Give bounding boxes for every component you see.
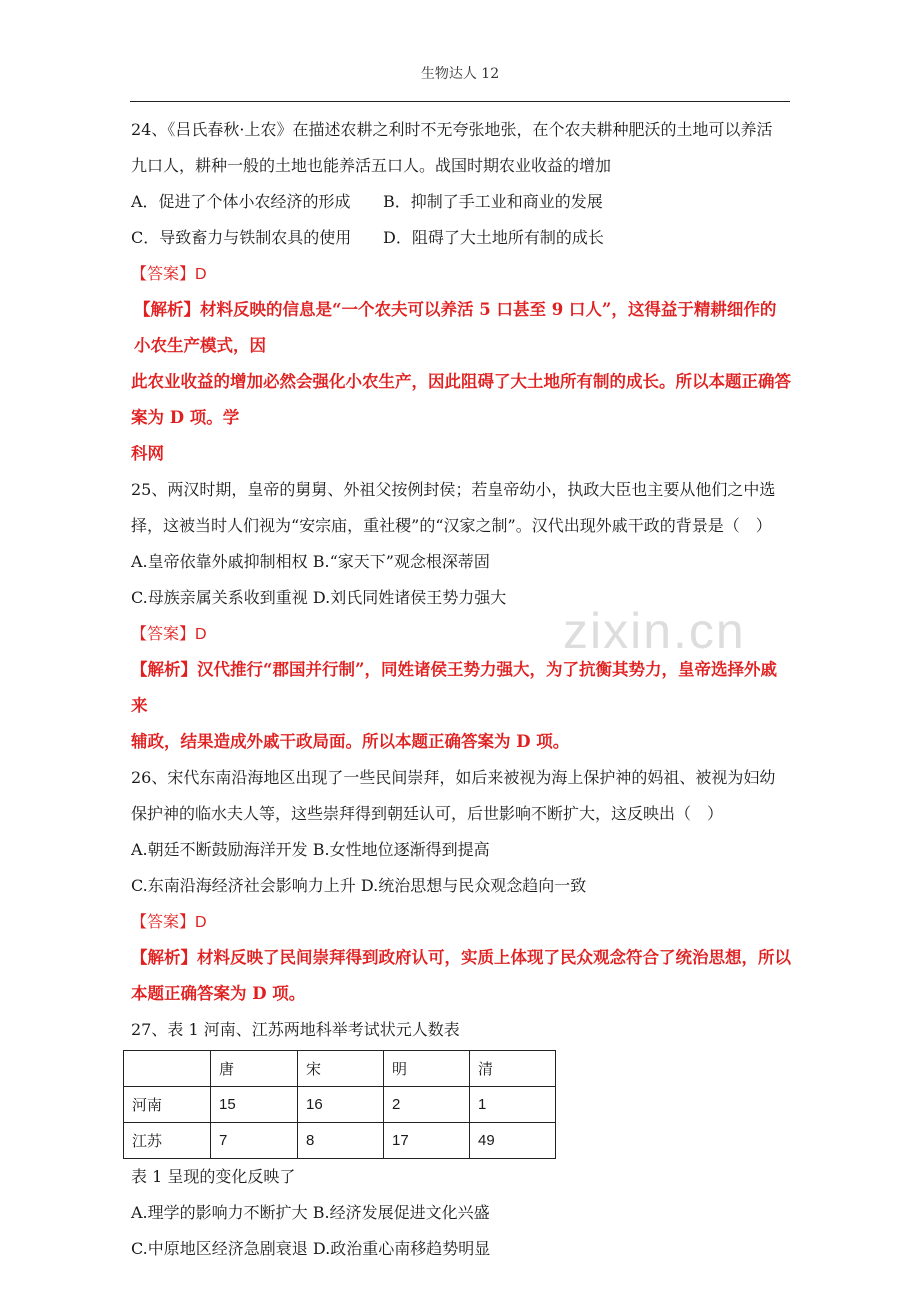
q25-analysis-line-2: 辅政，结果造成外戚干政局面。所以本题正确答案为 D 项。 bbox=[131, 732, 570, 751]
q24-options-row-2 bbox=[131, 220, 791, 256]
q24-answer bbox=[131, 256, 791, 292]
q24-analysis-line-1: 【解析】材料反映的信息是“一个农夫可以养活 5 口甚至 9 口人”，这得益于精耕细作的小农生产模式，因 bbox=[134, 300, 777, 355]
q27-options-row-1: A.理学的影响力不断扩大 B.经济发展促进文化兴盛 bbox=[131, 1203, 490, 1222]
q24-options-row-1 bbox=[131, 184, 791, 220]
q27-caption: 27、表 1 河南、江苏两地科举考试状元人数表 bbox=[131, 1020, 460, 1039]
page-header: 生物达人 12 bbox=[420, 66, 500, 82]
q24-stem-line-1: 24、《吕氏春秋·上农》在描述农耕之利时不无夸张地张，在个农夫耕种肥沃的土地可以养活 bbox=[131, 120, 773, 139]
q27-stem: 表 1 呈现的变化反映了 bbox=[131, 1167, 296, 1186]
q26-analysis-line-1: 【解析】材料反映了民间崇拜得到政府认可，实质上体现了民众观念符合了统治思想，所以 bbox=[131, 948, 791, 967]
table-cell: 16 bbox=[298, 1087, 384, 1123]
table-cell: 15 bbox=[211, 1087, 298, 1123]
q24-option-c: C．导致畜力与铁制农具的使用 bbox=[131, 228, 352, 247]
answer-value: D bbox=[195, 626, 207, 643]
q25-options-row-2: C.母族亲属关系收到重视 D.刘氏同姓诸侯王势力强大 bbox=[131, 588, 507, 607]
q24-analysis-line-2: 此农业收益的增加必然会强化小农生产，因此阻碍了大土地所有制的成长。所以本题正确答案为 D 项。学 bbox=[131, 372, 791, 427]
q25-answer bbox=[131, 616, 791, 652]
table-row bbox=[124, 1087, 556, 1123]
table-header-cell bbox=[124, 1051, 211, 1087]
table-row-label: 江苏 bbox=[124, 1123, 211, 1159]
table-cell: 17 bbox=[384, 1123, 470, 1159]
table-cell: 7 bbox=[211, 1123, 298, 1159]
answer-value: D bbox=[195, 914, 207, 931]
q25-stem-line-2: 择，这被当时人们视为“安宗庙，重社稷”的“汉家之制”。汉代出现外戚干政的背景是（ ） bbox=[131, 516, 772, 535]
q26-analysis-line-2: 本题正确答案为 D 项。 bbox=[131, 984, 306, 1003]
q26-stem-line-2: 保护神的临水夫人等，这些崇拜得到朝廷认可，后世影响不断扩大，这反映出（ ） bbox=[131, 804, 724, 823]
q25-analysis-line-1: 【解析】汉代推行“郡国并行制”，同姓诸侯王势力强大，为了抗衡其势力，皇帝选择外戚来 bbox=[131, 660, 777, 715]
q26-answer bbox=[131, 904, 791, 940]
answer-tag: 【答案】 bbox=[131, 264, 196, 283]
table-row-label: 河南 bbox=[124, 1087, 211, 1123]
q24-option-d: D．阻碍了大土地所有制的成长 bbox=[383, 228, 604, 247]
q24-option-b: B．抑制了手工业和商业的发展 bbox=[383, 192, 603, 211]
table-header-cell: 宋 bbox=[298, 1051, 384, 1087]
table-row bbox=[124, 1123, 556, 1159]
table-header-cell: 明 bbox=[384, 1051, 470, 1087]
q25-options-row-1: A.皇帝依靠外戚抑制相权 B.“家天下”观念根深蒂固 bbox=[131, 552, 490, 571]
answer-value: D bbox=[195, 266, 207, 283]
q24-stem-line-2: 九口人，耕种一般的土地也能养活五口人。战国时期农业收益的增加 bbox=[131, 156, 612, 175]
q26-options-row-1: A.朝廷不断鼓励海洋开发 B.女性地位逐渐得到提高 bbox=[131, 840, 490, 859]
q27-options-row-2: C.中原地区经济急剧衰退 D.政治重心南移趋势明显 bbox=[131, 1239, 491, 1258]
table-header-cell: 唐 bbox=[211, 1051, 298, 1087]
q24-analysis-line-3: 科网 bbox=[131, 444, 164, 463]
document-body bbox=[131, 112, 791, 1267]
table-header-cell: 清 bbox=[470, 1051, 556, 1087]
q25-stem-line-1: 25、两汉时期，皇帝的舅舅、外祖父按例封侯；若皇帝幼小，执政大臣也主要从他们之中选 bbox=[131, 480, 776, 499]
table-header-row bbox=[124, 1051, 556, 1087]
table-cell: 2 bbox=[384, 1087, 470, 1123]
answer-tag: 【答案】 bbox=[131, 624, 196, 643]
answer-tag: 【答案】 bbox=[131, 912, 196, 931]
header-rule bbox=[130, 101, 790, 102]
scholar-count-table bbox=[123, 1050, 556, 1159]
table-cell: 1 bbox=[470, 1087, 556, 1123]
q24-option-a: A．促进了个体小农经济的形成 bbox=[131, 192, 351, 211]
watermark: zixin.cn bbox=[563, 603, 746, 659]
table-cell: 8 bbox=[298, 1123, 384, 1159]
q26-options-row-2: C.东南沿海经济社会影响力上升 D.统治思想与民众观念趋向一致 bbox=[131, 876, 587, 895]
table-cell: 49 bbox=[470, 1123, 556, 1159]
q26-stem-line-1: 26、宋代东南沿海地区出现了一些民间崇拜，如后来被视为海上保护神的妈祖、被视为妇幼 bbox=[131, 768, 776, 787]
